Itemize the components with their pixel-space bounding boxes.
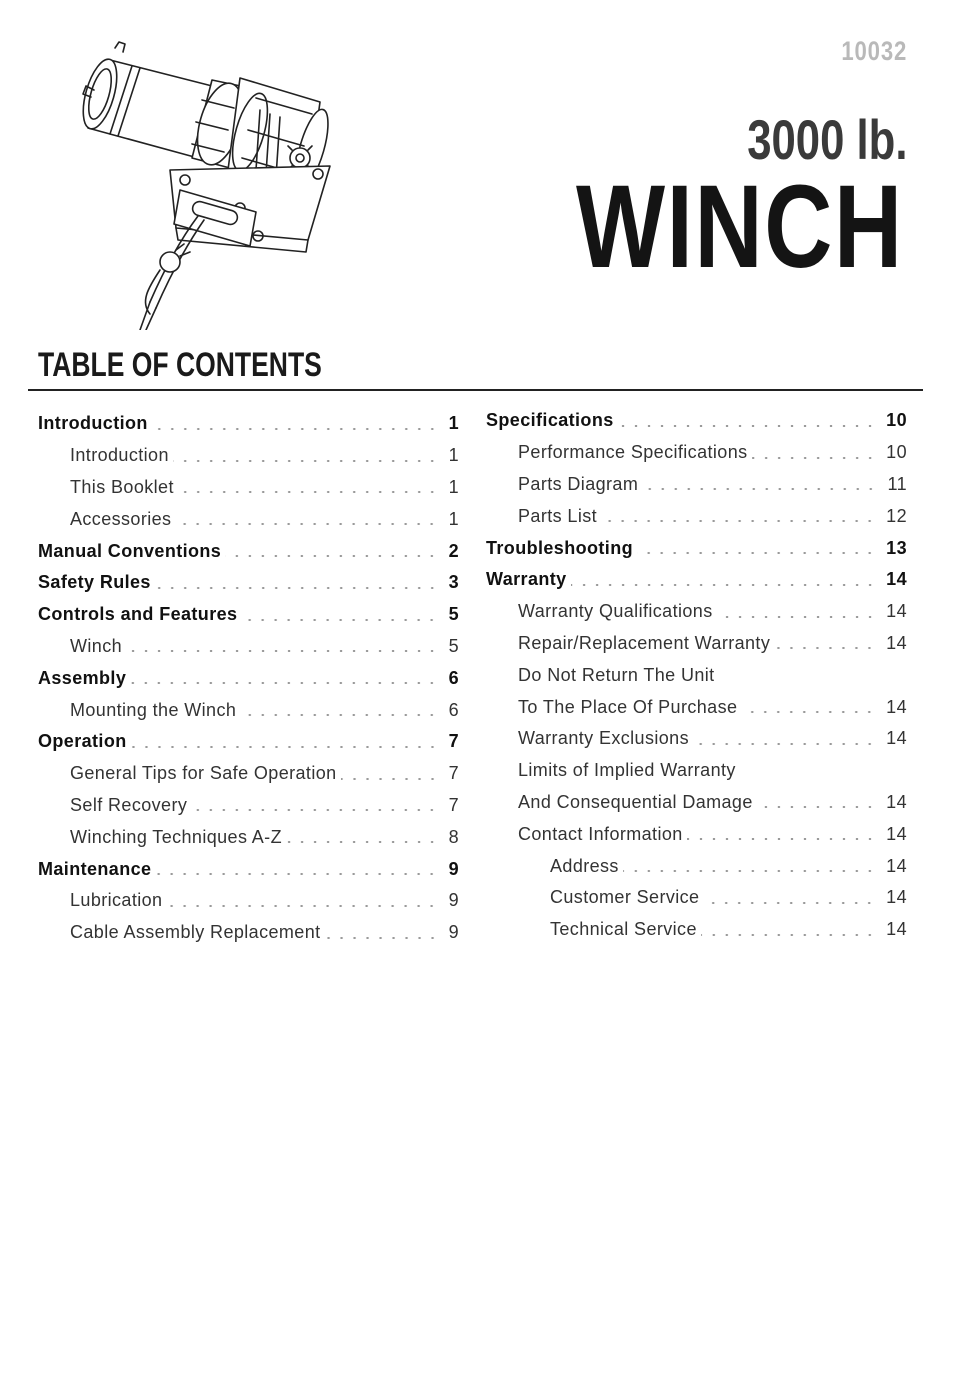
dot-leader: [571, 584, 877, 586]
toc-entry-page: 9: [448, 890, 459, 911]
toc-entry[interactable]: [38, 631, 459, 663]
toc-entry[interactable]: [486, 818, 907, 850]
dot-leader: [703, 902, 876, 904]
dot-leader: [623, 870, 876, 872]
winch-capacity: 3000 lb.: [746, 108, 907, 171]
toc-entry[interactable]: [38, 440, 459, 472]
toc-entry-page: 14: [886, 569, 907, 590]
toc-entry-page: 1: [448, 445, 459, 466]
toc-entry-title: Customer Service: [550, 887, 700, 908]
toc-entry-title: Warranty Exclusions: [518, 728, 689, 749]
dot-leader: [693, 743, 876, 745]
toc-entry-title: Introduction: [38, 413, 148, 434]
dot-leader: [191, 809, 438, 811]
dot-leader: [325, 937, 439, 939]
toc-entry[interactable]: [38, 790, 459, 822]
toc-entry-title: Lubrication: [70, 890, 163, 911]
toc-entry[interactable]: [486, 659, 907, 691]
toc-entry[interactable]: [38, 408, 459, 440]
dot-leader: [687, 838, 876, 840]
toc-entry-title: Parts Diagram: [518, 473, 639, 494]
toc-entry-title: Cable Assembly Replacement: [70, 922, 321, 943]
dot-leader: [130, 682, 438, 684]
toc-entry[interactable]: [38, 472, 459, 504]
toc-divider: [28, 389, 923, 391]
toc-heading: TABLE OF CONTENTS: [38, 346, 322, 384]
toc-entry-page: 10: [886, 442, 907, 463]
toc-entry[interactable]: [486, 723, 907, 755]
toc-entry-title: Assembly: [38, 667, 127, 688]
dot-leader: [752, 457, 877, 459]
dot-leader: [701, 934, 876, 936]
dot-leader: [286, 841, 439, 843]
product-name: WINCH: [576, 161, 904, 293]
dot-leader: [173, 460, 439, 462]
toc-entry-title: Safety Rules: [38, 572, 151, 593]
dot-leader: [155, 587, 439, 589]
toc-entry-page: 11: [887, 473, 907, 494]
dot-leader: [774, 647, 876, 649]
toc-entry[interactable]: [486, 405, 907, 437]
dot-leader: [637, 552, 876, 554]
toc-entry-page: 6: [448, 667, 459, 688]
dot-leader: [225, 555, 438, 557]
toc-entry-title: Specifications: [486, 410, 614, 431]
toc-entry[interactable]: [486, 469, 907, 501]
toc-entry-title: Introduction: [70, 445, 169, 466]
toc-entry-page: 12: [886, 505, 907, 526]
toc-entry[interactable]: [486, 755, 907, 787]
toc-entry[interactable]: [38, 885, 459, 917]
dot-leader: [131, 746, 439, 748]
toc-entry-page: 14: [886, 791, 907, 812]
dot-leader: [155, 873, 438, 875]
toc-entry-page: 14: [886, 855, 907, 876]
dot-leader: [741, 711, 876, 713]
toc-entry-title: Address: [550, 855, 619, 876]
toc-entry-page: 14: [886, 887, 907, 908]
toc-entry-title: Limits of Implied Warranty: [518, 760, 736, 781]
toc-entry-title: Contact Information: [518, 823, 683, 844]
toc-entry-title: Winch: [70, 635, 123, 656]
toc-entry-title: Repair/Replacement Warranty: [518, 632, 771, 653]
toc-entry[interactable]: [38, 503, 459, 535]
toc-entry[interactable]: [38, 662, 459, 694]
toc-entry[interactable]: [486, 564, 907, 596]
toc-entry-page: 10: [886, 410, 907, 431]
toc-entry-page: 5: [448, 604, 459, 625]
toc-entry-title: And Consequential Damage: [518, 791, 753, 812]
dot-leader: [341, 778, 439, 780]
dot-leader: [618, 425, 877, 427]
dot-leader: [601, 520, 876, 522]
toc-entry-page: 2: [448, 540, 459, 561]
toc-entry[interactable]: [486, 850, 907, 882]
toc-entry-title: This Booklet: [70, 476, 174, 497]
toc-entry-title: Troubleshooting: [486, 537, 633, 558]
toc-entry-title: Manual Conventions: [38, 540, 222, 561]
toc-entry-page: 3: [448, 572, 459, 593]
model-number: 10032: [841, 36, 907, 66]
toc-entry-title: Warranty: [486, 569, 567, 590]
toc-entry-title: Operation: [38, 731, 127, 752]
dot-leader: [175, 523, 438, 525]
toc-entry-page: 14: [886, 823, 907, 844]
toc-entry-page: 9: [448, 858, 459, 879]
toc-right-column: [486, 405, 907, 946]
toc-entry[interactable]: [486, 914, 907, 946]
dot-leader: [166, 905, 438, 907]
toc-entry-title: General Tips for Safe Operation: [70, 763, 337, 784]
toc-entry-page: 13: [886, 537, 907, 558]
toc-entry[interactable]: [486, 500, 907, 532]
dot-leader: [126, 650, 439, 652]
toc-entry-page: 14: [886, 919, 907, 940]
toc-entry-page: 6: [448, 699, 459, 720]
toc-entry[interactable]: [38, 535, 459, 567]
toc-entry-page: 14: [886, 728, 907, 749]
toc-entry-page: 7: [448, 763, 459, 784]
dot-leader: [717, 616, 877, 618]
dot-leader: [178, 491, 439, 493]
toc-entry[interactable]: [38, 726, 459, 758]
toc-entry-page: 9: [448, 922, 459, 943]
dot-leader: [757, 806, 876, 808]
toc-entry-page: 5: [448, 635, 459, 656]
toc-entry-page: 14: [886, 601, 907, 622]
dot-leader: [152, 428, 439, 430]
toc-entry[interactable]: [38, 917, 459, 949]
dot-leader: [240, 714, 438, 716]
toc-entry[interactable]: [486, 882, 907, 914]
toc-entry-page: 14: [886, 632, 907, 653]
toc-entry-title: Controls and Features: [38, 604, 238, 625]
toc-entry-title: Performance Specifications: [518, 442, 748, 463]
toc-entry-page: 1: [448, 476, 459, 497]
toc-entry-page: 14: [886, 696, 907, 717]
toc-entry[interactable]: [486, 787, 907, 819]
toc-entry-title: Do Not Return The Unit: [518, 664, 715, 685]
toc-entry-page: 8: [448, 826, 459, 847]
toc-entry-title: To The Place Of Purchase: [518, 696, 738, 717]
toc-entry-title: Warranty Qualifications: [518, 601, 713, 622]
toc-entry-title: Maintenance: [38, 858, 152, 879]
toc-entry-page: 1: [448, 413, 459, 434]
dot-leader: [241, 619, 438, 621]
toc-entry-page: 7: [448, 794, 459, 815]
toc-entry-title: Winching Techniques A-Z: [70, 826, 282, 847]
toc-entry[interactable]: [38, 821, 459, 853]
dot-leader: [642, 488, 877, 490]
toc-entry[interactable]: [38, 694, 459, 726]
toc-entry-title: Technical Service: [550, 919, 697, 940]
toc-entry[interactable]: [486, 437, 907, 469]
toc-entry[interactable]: [38, 599, 459, 631]
toc-entry[interactable]: [38, 567, 459, 599]
toc-entry-page: 7: [448, 731, 459, 752]
toc-entry-title: Mounting the Winch: [70, 699, 237, 720]
toc-entry[interactable]: [38, 758, 459, 790]
toc-entry[interactable]: [486, 628, 907, 660]
toc-entry[interactable]: [486, 691, 907, 723]
toc-entry-page: 1: [448, 508, 459, 529]
toc-entry[interactable]: [486, 596, 907, 628]
toc-entry[interactable]: [38, 853, 459, 885]
toc-entry-title: Parts List: [518, 505, 598, 526]
winch-illustration-icon: [80, 40, 350, 330]
toc-entry-title: Accessories: [70, 508, 172, 529]
toc-entry-title: Self Recovery: [70, 794, 188, 815]
toc-left-column: [38, 408, 459, 949]
toc-entry[interactable]: [486, 532, 907, 564]
